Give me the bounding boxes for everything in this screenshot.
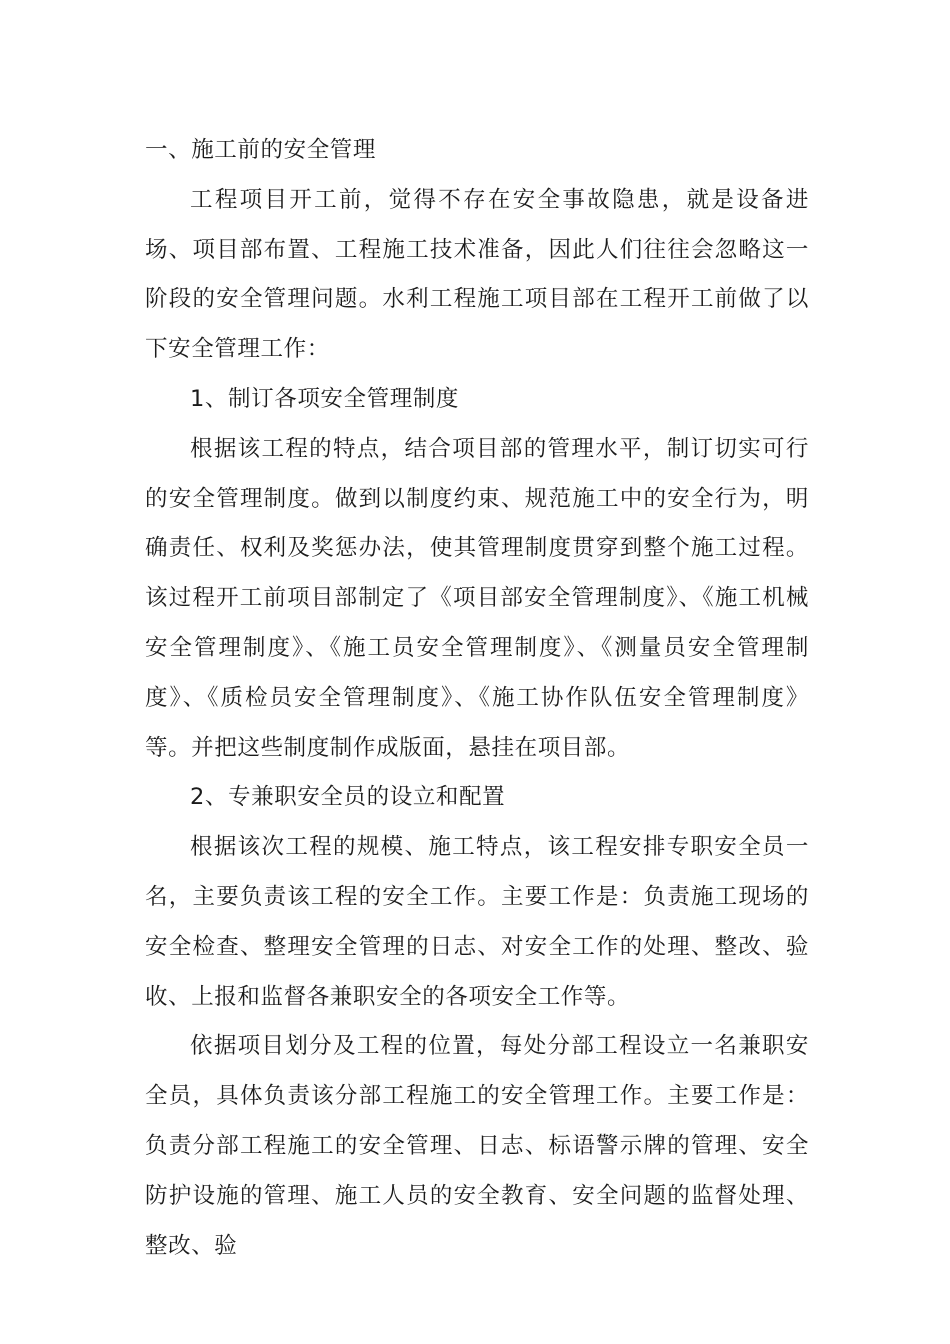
subheading-safety-officers: 2、专兼职安全员的设立和配置 — [190, 784, 506, 811]
section-heading: 一、施工前的安全管理 — [145, 137, 377, 163]
paragraph-intro: 工程项目开工前，觉得不存在安全事故隐患，就是设备进场、项目部布置、工程施工技术准备，因此人们往往会忽略这一阶段的安全管理问题。水利工程施工项目部在工程开工前做了以下安全管理工作： — [145, 186, 809, 363]
paragraph-fulltime-officer: 根据该次工程的规模、施工特点，该工程安排专职安全员一名，主要负责该工程的安全工作。主要工作是：负责施工现场的安全检查、整理安全管理的日志、对安全工作的处理、整改、验收、上报和监督各兼职安全的各项安全工作等。 — [145, 834, 809, 1010]
paragraph-safety-rules: 根据该工程的特点，结合项目部的管理水平，制订切实可行的安全管理制度。做到以制度约束、规范施工中的安全行为，明确责任、权利及奖惩办法，使其管理制度贯穿到整个施工过程。该过程开工前项目部制定了《项目部安全管理制度》、《施工机械安全管理制度》、《施工员安全管理制度》、《测量员安全管理制度》、《质检员安全管理制度》、《施工协作队伍安全管理制度》等。并把这些制度制作成版面，悬挂在项目部。 — [145, 435, 809, 761]
subheading-safety-rules: 1、制订各项安全管理制度 — [190, 385, 460, 412]
document-body — [145, 126, 809, 1271]
paragraph-parttime-officer: 依据项目划分及工程的位置，每处分部工程设立一名兼职安全员，具体负责该分部工程施工的安全管理工作。主要工作是：负责分部工程施工的安全管理、日志、标语警示牌的管理、安全防护设施的管理、施工人员的安全教育、安全问题的监督处理、整改、验 — [145, 1033, 809, 1259]
